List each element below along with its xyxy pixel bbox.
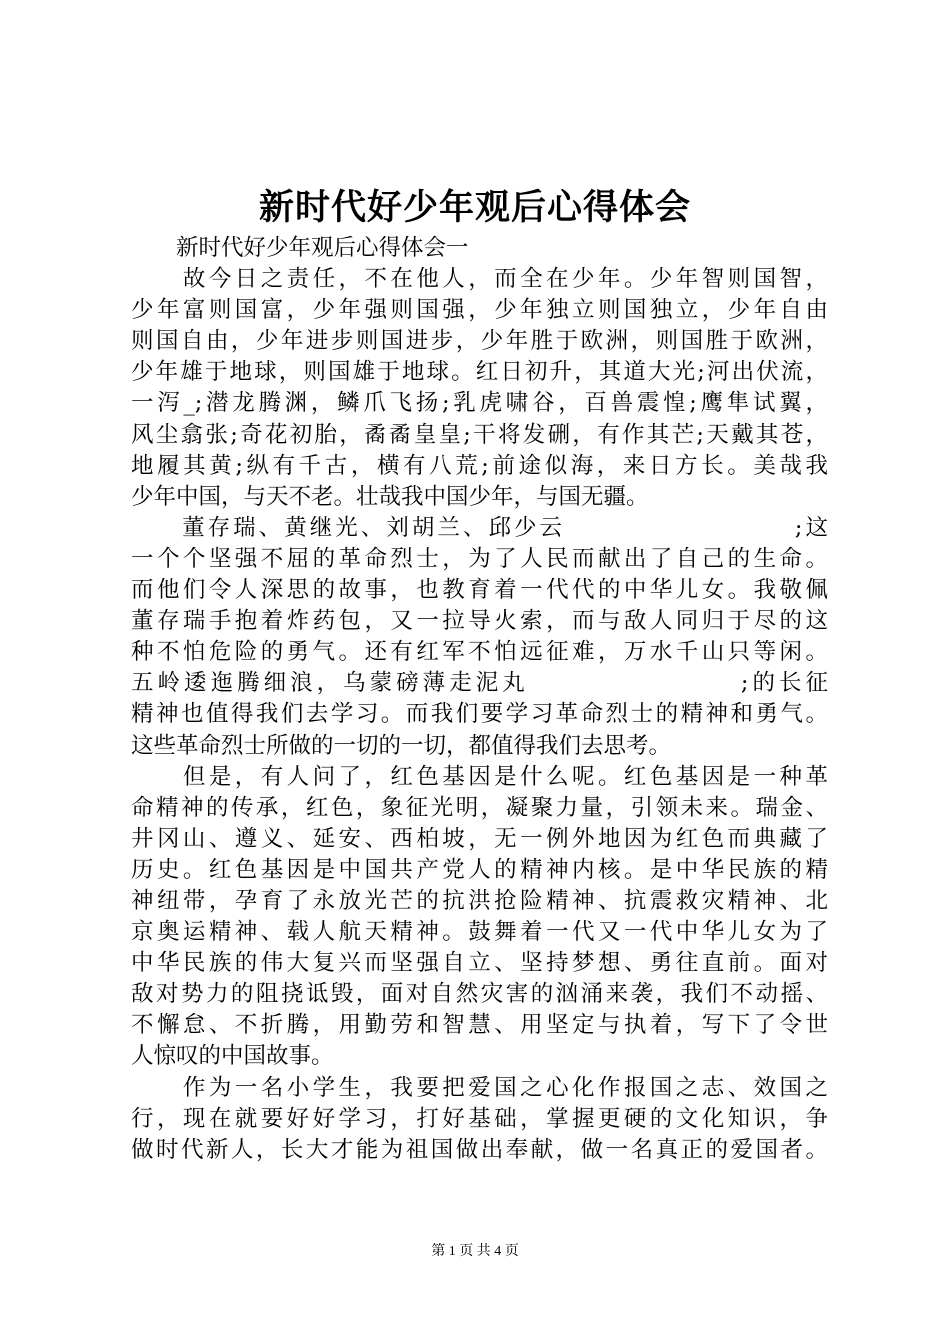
text-line: 少年雄于地球，则国雄于地球。红日初升，其道大光;河出伏流，	[131, 359, 828, 386]
document-body	[131, 233, 828, 1166]
text-line: 董存瑞、黄继光、刘胡兰、邱少云 ;这	[131, 514, 828, 541]
text-line: 地履其黄;纵有千古，横有八荒;前途似海，来日方长。美哉我	[131, 452, 828, 479]
text-line: 敌对势力的阻挠诋毁，面对自然灾害的汹涌来袭，我们不动摇、	[131, 981, 828, 1008]
text-line: 而他们令人深思的故事，也教育着一代代的中华儿女。我敬佩	[131, 577, 828, 604]
text-line: 但是，有人问了，红色基因是什么呢。红色基因是一种革	[131, 763, 828, 790]
text-line: 一个个坚强不屈的革命烈士，为了人民而献出了自己的生命。	[131, 545, 828, 572]
text-line: 种不怕危险的勇气。还有红军不怕远征难，万水千山只等闲。	[131, 639, 828, 666]
text-line: 做时代新人，长大才能为祖国做出奉献，做一名真正的爱国者。	[131, 1136, 828, 1163]
text-line: 董存瑞手抱着炸药包，又一拉导火索，而与敌人同归于尽的这	[131, 608, 828, 635]
text-line: 作为一名小学生，我要把爱国之心化作报国之志、效国之	[131, 1074, 828, 1101]
text-line: 则国自由，少年进步则国进步，少年胜于欧洲，则国胜于欧洲，	[131, 328, 828, 355]
text-line: 五岭逶迤腾细浪，乌蒙磅薄走泥丸 ;的长征	[131, 670, 828, 697]
text-line: 故今日之责任，不在他人，而全在少年。少年智则国智，	[131, 266, 828, 293]
text-line: 井冈山、遵义、延安、西柏坡，无一例外地因为红色而典藏了	[131, 825, 828, 852]
text-line: 神纽带，孕育了永放光芒的抗洪抢险精神、抗震救灾精神、北	[131, 887, 828, 914]
text-line: 这些革命烈士所做的一切的一切，都值得我们去思考。	[131, 732, 672, 759]
text-line: 不懈怠、不折腾，用勤劳和智慧、用坚定与执着，写下了令世	[131, 1012, 828, 1039]
text-line: 历史。红色基因是中国共产党人的精神内核。是中华民族的精	[131, 856, 828, 883]
text-line: 中华民族的伟大复兴而坚强自立、坚持梦想、勇往直前。面对	[131, 950, 828, 977]
text-line: 少年富则国富，少年强则国强，少年独立则国独立，少年自由	[131, 297, 828, 324]
page-number-footer: 第 1 页 共 4 页	[431, 1244, 519, 1259]
text-line: 人惊叹的中国故事。	[131, 1043, 334, 1070]
page-title: 新时代好少年观后心得体会	[258, 188, 691, 228]
text-line: 风尘翕张;奇花初胎，矞矞皇皇;干将发硎，有作其芒;天戴其苍，	[131, 421, 828, 448]
text-line: 一泻_;潜龙腾渊，鳞爪飞扬;乳虎啸谷，百兽震惶;鹰隼试翼，	[131, 390, 828, 417]
text-line: 少年中国，与天不老。壮哉我中国少年，与国无疆。	[131, 483, 649, 510]
text-line: 命精神的传承，红色，象征光明，凝聚力量，引领未来。瑞金、	[131, 794, 828, 821]
subtitle-line: 新时代好少年观后心得体会一	[131, 235, 469, 261]
text-line: 精神也值得我们去学习。而我们要学习革命烈士的精神和勇气。	[131, 701, 828, 728]
text-line: 行，现在就要好好学习，打好基础，掌握更硬的文化知识，争	[131, 1105, 828, 1132]
text-line: 京奥运精神、载人航天精神。鼓舞着一代又一代中华儿女为了	[131, 919, 828, 946]
